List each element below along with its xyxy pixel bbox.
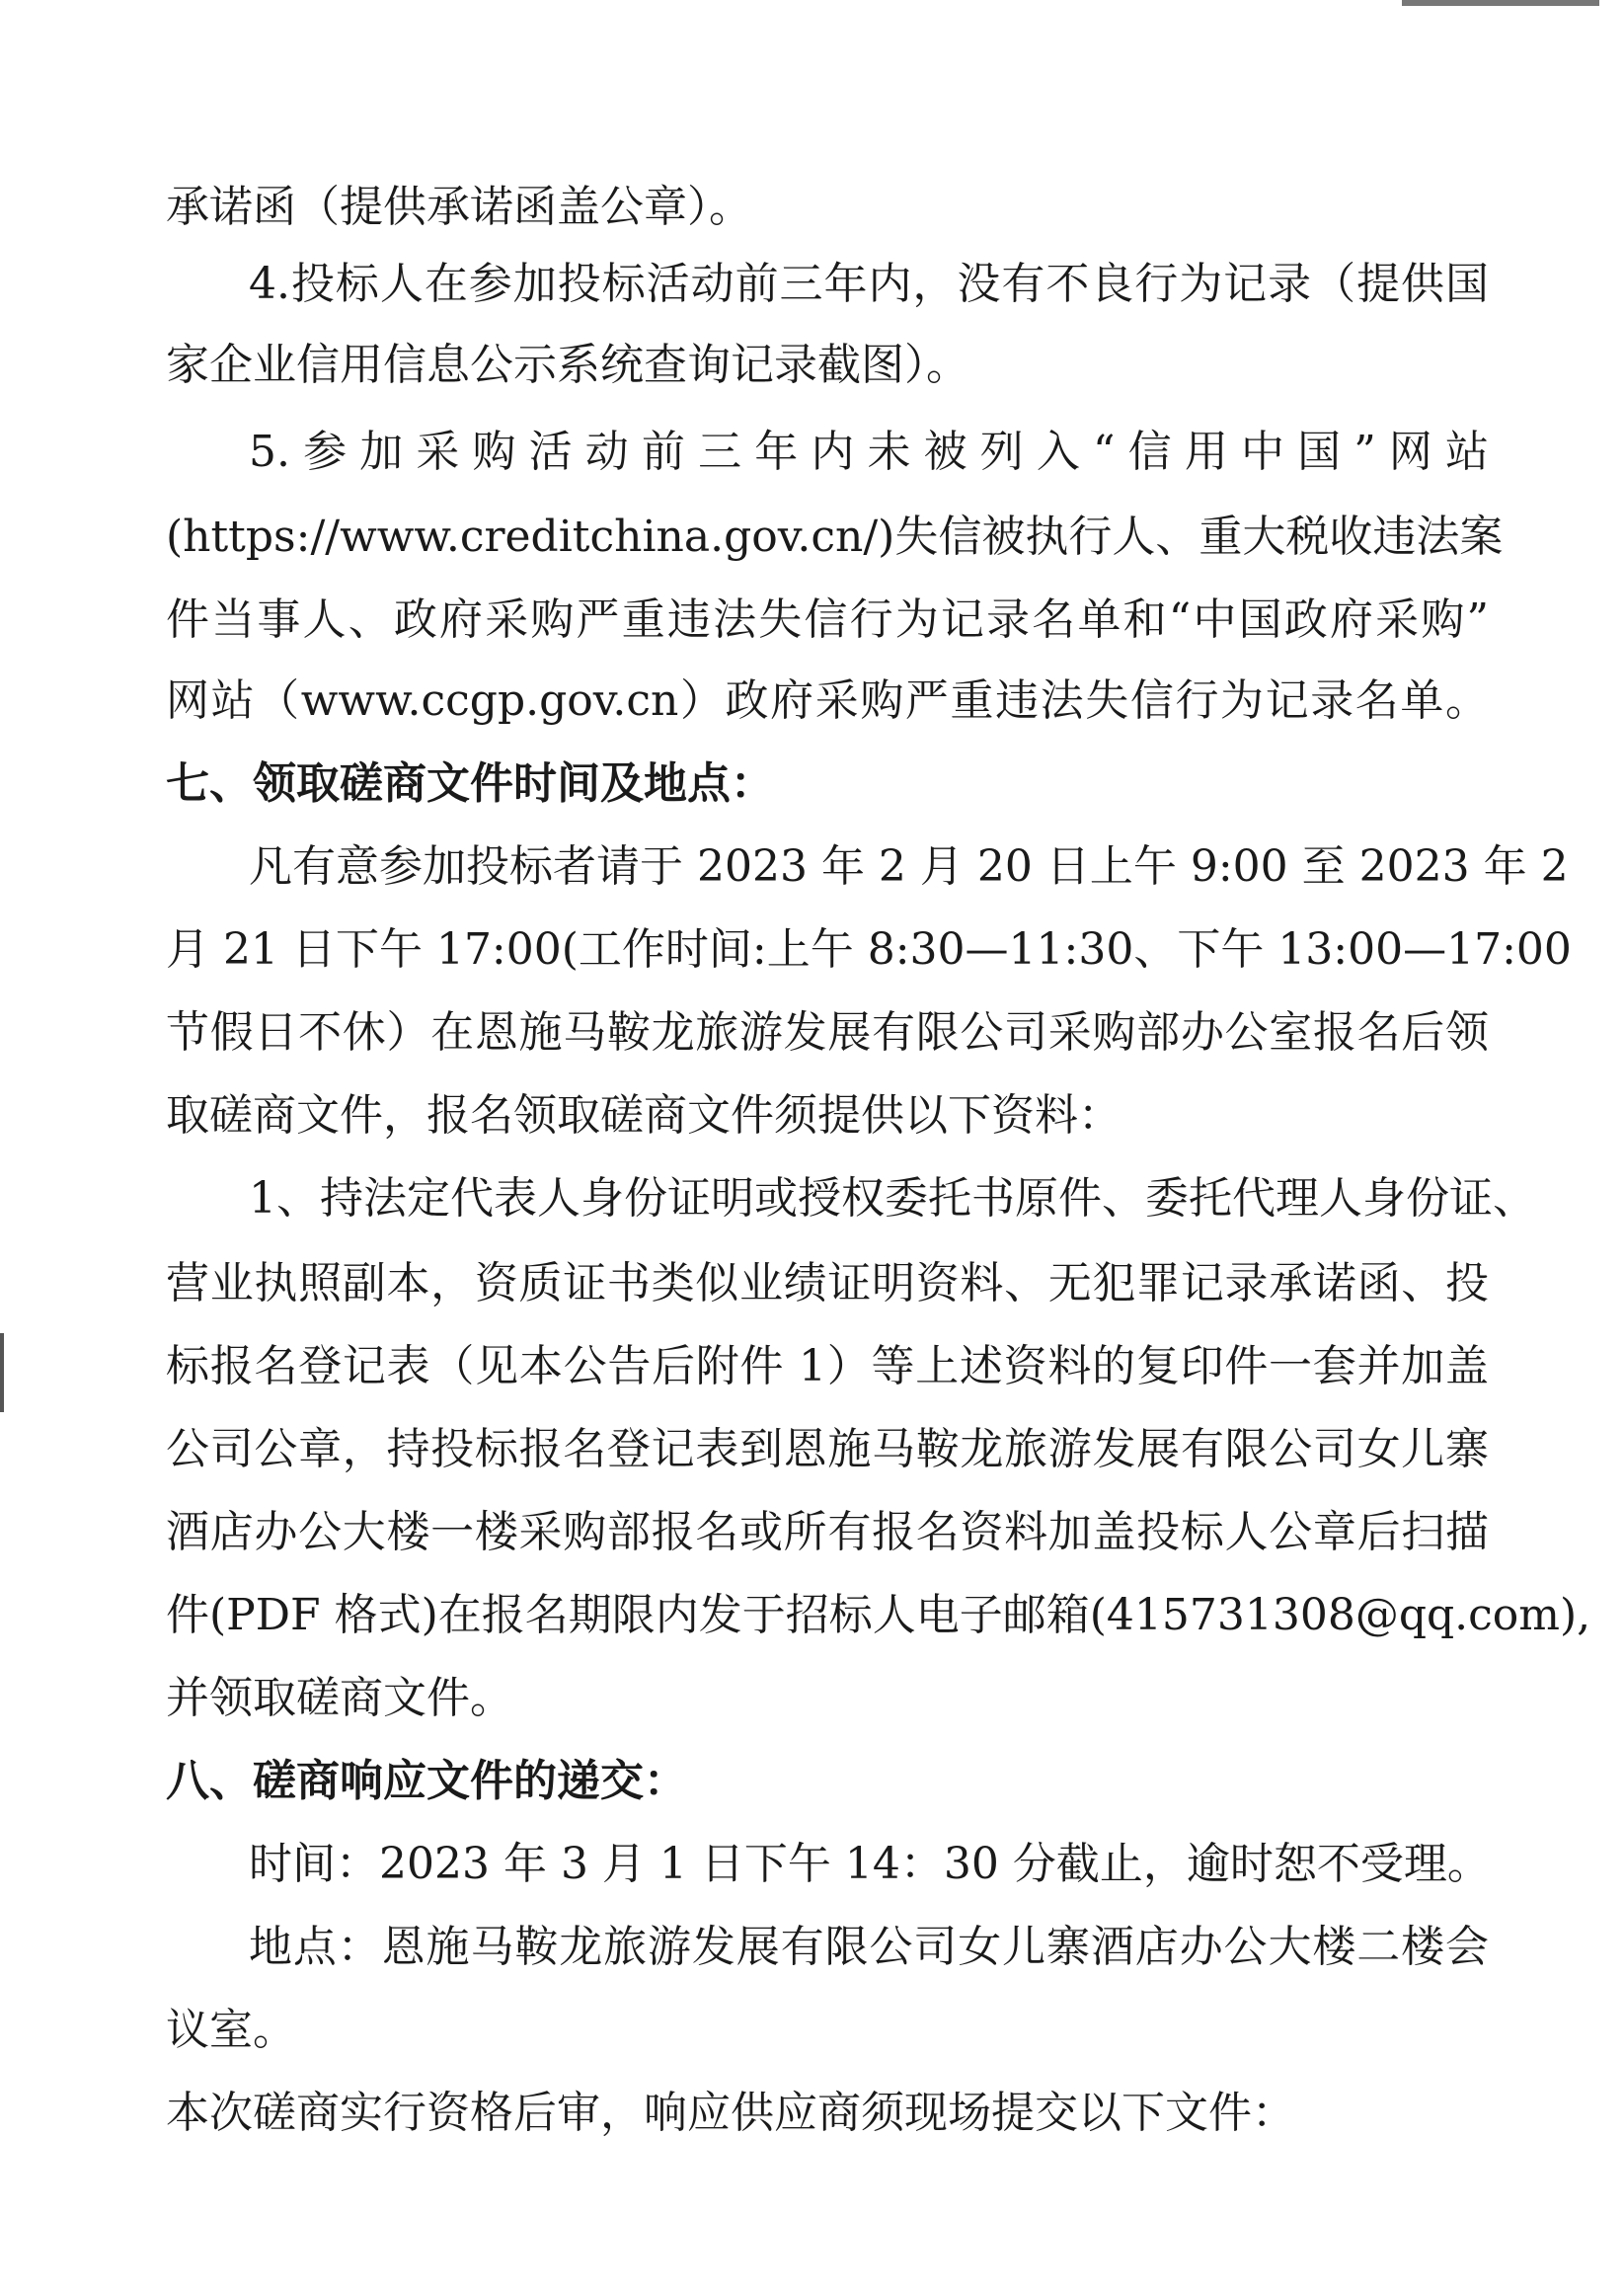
text-line: 月 21 日下午 17:00(工作时间:上午 8:30—11:30、下午 13:00—17:00: [166, 924, 1572, 975]
text-line: 件当事人、政府采购严重违法失信行为记录名单和“中国政府采购”: [166, 594, 1489, 645]
text-line: (https://www.creditchina.gov.cn/)失信被执行人、重大税收违法案: [166, 512, 1504, 562]
text-line: 取磋商文件，报名领取磋商文件须提供以下资料：: [166, 1090, 1121, 1141]
text-line: 并领取磋商文件。: [166, 1673, 513, 1723]
scan-edge-mark-left: [0, 1333, 4, 1412]
text-line: 1、持法定代表人身份证明或授权委托书原件、委托代理人身份证、: [249, 1173, 1536, 1224]
text-line: 网站（www.ccgp.gov.cn）政府采购严重违法失信行为记录名单。: [166, 675, 1489, 726]
text-line: 公司公章，持投标报名登记表到恩施马鞍龙旅游发展有限公司女儿寨: [166, 1424, 1489, 1474]
text-line: 件(PDF 格式)在报名期限内发于招标人电子邮箱(415731308@qq.com),: [166, 1590, 1591, 1640]
text-line: 酒店办公大楼一楼采购部报名或所有报名资料加盖投标人公章后扫描: [166, 1507, 1489, 1557]
scan-edge-mark-top: [1402, 0, 1599, 6]
text-line: 4.投标人在参加投标活动前三年内，没有不良行为记录（提供国: [249, 259, 1489, 309]
text-line: 议室。: [166, 2005, 296, 2055]
text-line: 家企业信用信息公示系统查询记录截图）。: [166, 340, 969, 390]
section-heading: 八、磋商响应文件的递交：: [166, 1756, 687, 1806]
section-heading: 七、领取磋商文件时间及地点：: [166, 758, 774, 809]
text-line: 标报名登记表（见本公告后附件 1）等上述资料的复印件一套并加盖: [166, 1341, 1489, 1391]
text-line: 承诺函（提供承诺函盖公章）。: [166, 182, 752, 232]
text-line: 5.参加采购活动前三年内未被列入“信用中国”网站: [249, 427, 1489, 477]
text-line: 地点：恩施马鞍龙旅游发展有限公司女儿寨酒店办公大楼二楼会: [249, 1922, 1489, 1972]
text-line: 本次磋商实行资格后审，响应供应商须现场提交以下文件：: [166, 2088, 1295, 2138]
text-line: 营业执照副本，资质证书类似业绩证明资料、无犯罪记录承诺函、投: [166, 1258, 1489, 1308]
text-line: 凡有意参加投标者请于 2023 年 2 月 20 日上午 9:00 至 2023 年 2: [249, 841, 1569, 892]
text-line: 时间：2023 年 3 月 1 日下午 14：30 分截止，逾时恕不受理。: [249, 1839, 1491, 1889]
text-line: 节假日不休）在恩施马鞍龙旅游发展有限公司采购部办公室报名后领: [166, 1007, 1489, 1058]
